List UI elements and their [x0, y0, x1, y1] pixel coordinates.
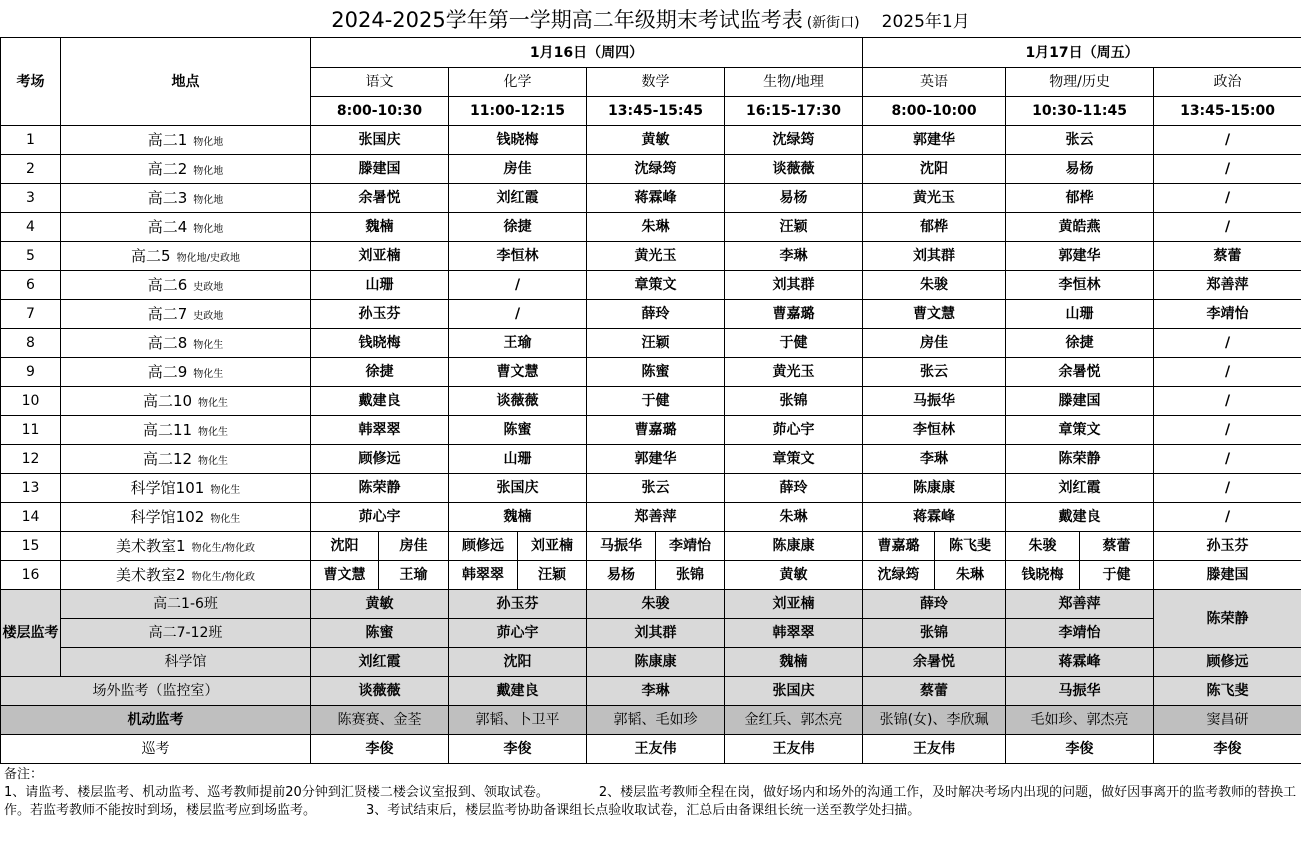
proctor-cell: 顾修远: [311, 445, 449, 474]
proctor-cell: 张锦: [863, 619, 1006, 648]
proctor-cell: 李琳: [863, 445, 1006, 474]
proctor-cell: 黄敏: [725, 561, 863, 590]
room-number: 15: [1, 532, 61, 561]
room-name: 科学馆102: [130, 507, 205, 526]
proctor-cell: 谈薇薇: [311, 677, 449, 706]
proctor-cell: 曹嘉璐: [587, 416, 725, 445]
proctor-cell: 马振华: [587, 532, 656, 561]
room-name: 高二9: [147, 362, 188, 381]
patrol-label: 巡考: [1, 735, 311, 764]
proctor-cell: 茆心宇: [725, 416, 863, 445]
proctor-cell: 于健: [725, 329, 863, 358]
mobile-row: [1, 706, 1301, 735]
table-row: [1, 503, 1301, 532]
proctor-cell: 蔡蕾: [1154, 242, 1301, 271]
floor-area: 高二7-12班: [61, 619, 311, 648]
proctor-cell: 戴建良: [449, 677, 587, 706]
proctor-cell: 魏楠: [449, 503, 587, 532]
room-subject-combo: 物化地: [193, 223, 224, 235]
room-number: 10: [1, 387, 61, 416]
proctor-cell: 朱琳: [935, 561, 1006, 590]
proctor-cell: 韩翠翠: [725, 619, 863, 648]
table-row: [1, 300, 1301, 329]
subject-header: 化学: [449, 68, 587, 97]
proctor-cell: 黄敏: [311, 590, 449, 619]
room-name: 高二11: [142, 420, 193, 439]
proctor-cell: 郁桦: [863, 213, 1006, 242]
proctor-cell: 曹嘉璐: [863, 532, 935, 561]
table-row: [1, 242, 1301, 271]
proctor-cell: 陈康康: [725, 532, 863, 561]
table-row: [1, 416, 1301, 445]
floor-label: 楼层监考: [1, 590, 61, 677]
proctor-cell: 山珊: [449, 445, 587, 474]
room-name: 美术教室2: [116, 565, 186, 584]
proctor-cell: 张国庆: [311, 126, 449, 155]
proctor-cell: 沈绿筠: [725, 126, 863, 155]
proctor-cell: 余暑悦: [1006, 358, 1154, 387]
proctor-cell: 张国庆: [725, 677, 863, 706]
patrol-row: [1, 735, 1301, 764]
time-header: 13:45-15:45: [587, 97, 725, 126]
room-name: 高二12: [142, 449, 193, 468]
outside-label: 场外监考（监控室）: [1, 677, 311, 706]
proctor-cell: 韩翠翠: [449, 561, 518, 590]
proctor-cell: 陈蜜: [311, 619, 449, 648]
proctor-cell: 汪颖: [587, 329, 725, 358]
day1-header: 1月16日（周四）: [311, 38, 863, 68]
proctor-cell: 张国庆: [449, 474, 587, 503]
room-number: 6: [1, 271, 61, 300]
room-name: 高二5: [131, 246, 171, 265]
proctor-cell: 余暑悦: [863, 648, 1006, 677]
proctor-table: [0, 37, 1301, 764]
proctor-cell: 张云: [863, 358, 1006, 387]
proctor-cell: 徐捷: [449, 213, 587, 242]
proctor-cell: 山珊: [1006, 300, 1154, 329]
proctor-cell: 刘其群: [725, 271, 863, 300]
proctor-cell: 沈阳: [449, 648, 587, 677]
room-name: 高二8: [147, 333, 188, 352]
proctor-cell: 李俊: [449, 735, 587, 764]
proctor-cell: 李恒林: [863, 416, 1006, 445]
time-header: 16:15-17:30: [725, 97, 863, 126]
proctor-cell: 曹文慧: [311, 561, 379, 590]
proctor-cell: 汪颖: [518, 561, 587, 590]
proctor-cell: 李靖怡: [1154, 300, 1301, 329]
proctor-cell: 曹文慧: [863, 300, 1006, 329]
proctor-cell: 朱琳: [587, 213, 725, 242]
proctor-cell: 陈荣静: [1154, 590, 1301, 648]
room-subject-combo: 物化生: [198, 426, 229, 438]
title-main: 2024-2025学年第一学期高二年级期末考试监考表: [331, 8, 803, 32]
room-subject-combo: 物化生/物化政: [191, 571, 255, 583]
note-3: 3、考试结束后，楼层监考协助备课组长点验收取试卷，汇总后由备课组长统一送至教学处扫描。: [366, 803, 921, 818]
room-name: 高二3: [147, 188, 188, 207]
notes-body: [4, 784, 1297, 820]
proctor-cell: 金红兵、郭杰亮: [725, 706, 863, 735]
proctor-cell: 王友伟: [725, 735, 863, 764]
room-place: [61, 126, 311, 155]
room-place: [61, 329, 311, 358]
proctor-cell: 沈阳: [863, 155, 1006, 184]
room-subject-combo: 物化生: [198, 455, 229, 467]
room-name: 高二2: [147, 159, 188, 178]
floor-row: [1, 619, 1301, 648]
room-number: 1: [1, 126, 61, 155]
time-header: 8:00-10:30: [311, 97, 449, 126]
room-number: 14: [1, 503, 61, 532]
proctor-cell: 房佳: [449, 155, 587, 184]
time-header: 13:45-15:00: [1154, 97, 1301, 126]
proctor-cell: 谈薇薇: [449, 387, 587, 416]
proctor-cell: 沈绿筠: [863, 561, 935, 590]
subject-header: 政治: [1154, 68, 1301, 97]
room-subject-combo: 物化地/史政地: [176, 252, 240, 264]
floor-area: 高二1-6班: [61, 590, 311, 619]
notes-title: 备注：: [4, 767, 44, 782]
proctor-cell: 顾修远: [1154, 648, 1301, 677]
proctor-cell: 郭韬、卜卫平: [449, 706, 587, 735]
proctor-cell: 张云: [587, 474, 725, 503]
proctor-cell: 黄光玉: [863, 184, 1006, 213]
proctor-cell: 郭韬、毛如珍: [587, 706, 725, 735]
proctor-cell: 李琳: [725, 242, 863, 271]
subject-header: 数学: [587, 68, 725, 97]
proctor-cell: /: [449, 271, 587, 300]
room-place: [61, 445, 311, 474]
room-name: 高二7: [147, 304, 188, 323]
proctor-cell: 章策文: [587, 271, 725, 300]
table-row: [1, 329, 1301, 358]
table-row: [1, 561, 1301, 590]
proctor-cell: 王瑜: [449, 329, 587, 358]
subject-header: 语文: [311, 68, 449, 97]
room-place: [61, 184, 311, 213]
proctor-cell: 茆心宇: [449, 619, 587, 648]
room-place: [61, 561, 311, 590]
proctor-cell: /: [1154, 474, 1301, 503]
room-subject-combo: 物化生/物化政: [191, 542, 255, 554]
proctor-cell: 易杨: [587, 561, 656, 590]
room-number: 13: [1, 474, 61, 503]
room-subject-combo: 史政地: [193, 310, 224, 322]
room-name: 高二10: [142, 391, 193, 410]
room-subject-combo: 物化生: [210, 484, 241, 496]
table-row: [1, 474, 1301, 503]
proctor-cell: 沈阳: [311, 532, 379, 561]
room-number: 4: [1, 213, 61, 242]
proctor-cell: 陈蜜: [587, 358, 725, 387]
proctor-cell: 刘亚楠: [518, 532, 587, 561]
proctor-cell: /: [1154, 416, 1301, 445]
proctor-cell: 张锦: [656, 561, 725, 590]
proctor-cell: 陈飞斐: [935, 532, 1006, 561]
room-number: 9: [1, 358, 61, 387]
proctor-cell: 余暑悦: [311, 184, 449, 213]
table-row: [1, 126, 1301, 155]
mobile-label: 机动监考: [1, 706, 311, 735]
title-date: 2025年1月: [881, 12, 970, 32]
time-header: 11:00-12:15: [449, 97, 587, 126]
col-header-place: 地点: [61, 38, 311, 126]
notes: [4, 766, 1297, 820]
proctor-cell: /: [1154, 358, 1301, 387]
proctor-cell: 刘红霞: [311, 648, 449, 677]
note-1: 1、请监考、楼层监考、机动监考、巡考教师提前20分钟到汇贤楼二楼会议室报到、领取试卷。: [4, 785, 549, 800]
room-name: 高二6: [147, 275, 188, 294]
proctor-cell: 房佳: [379, 532, 449, 561]
proctor-cell: 钱晓梅: [1006, 561, 1080, 590]
proctor-cell: 马振华: [1006, 677, 1154, 706]
proctor-cell: 薛玲: [725, 474, 863, 503]
room-place: [61, 271, 311, 300]
proctor-cell: /: [1154, 213, 1301, 242]
proctor-cell: 孙玉芬: [311, 300, 449, 329]
proctor-cell: 郁桦: [1006, 184, 1154, 213]
proctor-cell: 张云: [1006, 126, 1154, 155]
proctor-cell: 钱晓梅: [449, 126, 587, 155]
proctor-cell: 李恒林: [1006, 271, 1154, 300]
table-row: [1, 184, 1301, 213]
proctor-cell: 于健: [587, 387, 725, 416]
floor-row: [1, 590, 1301, 619]
col-header-room: 考场: [1, 38, 61, 126]
proctor-cell: 陈康康: [587, 648, 725, 677]
header-row-dates: [1, 38, 1301, 68]
proctor-cell: 张锦: [725, 387, 863, 416]
room-subject-combo: 史政地: [193, 281, 224, 293]
proctor-cell: 李俊: [311, 735, 449, 764]
room-number: 16: [1, 561, 61, 590]
proctor-cell: /: [1154, 329, 1301, 358]
room-name: 科学馆101: [130, 478, 205, 497]
proctor-cell: 魏楠: [725, 648, 863, 677]
proctor-cell: 郑善萍: [1006, 590, 1154, 619]
proctor-cell: /: [1154, 387, 1301, 416]
room-place: [61, 300, 311, 329]
proctor-cell: 戴建良: [311, 387, 449, 416]
proctor-cell: 孙玉芬: [1154, 532, 1301, 561]
proctor-cell: 郭建华: [587, 445, 725, 474]
time-header: 10:30-11:45: [1006, 97, 1154, 126]
proctor-cell: 郑善萍: [1154, 271, 1301, 300]
proctor-cell: 郭建华: [1006, 242, 1154, 271]
proctor-cell: 陈飞斐: [1154, 677, 1301, 706]
room-place: [61, 155, 311, 184]
room-place: [61, 213, 311, 242]
proctor-cell: 郭建华: [863, 126, 1006, 155]
proctor-cell: 陈康康: [863, 474, 1006, 503]
proctor-cell: 王友伟: [587, 735, 725, 764]
proctor-cell: /: [449, 300, 587, 329]
proctor-cell: 滕建国: [311, 155, 449, 184]
room-place: [61, 532, 311, 561]
day2-header: 1月17日（周五）: [863, 38, 1301, 68]
proctor-cell: 顾修远: [449, 532, 518, 561]
time-header: 8:00-10:00: [863, 97, 1006, 126]
room-subject-combo: 物化地: [193, 136, 224, 148]
title-campus: (新街口): [806, 15, 860, 31]
proctor-cell: 韩翠翠: [311, 416, 449, 445]
proctor-cell: 易杨: [725, 184, 863, 213]
proctor-cell: 刘红霞: [449, 184, 587, 213]
proctor-cell: 孙玉芬: [449, 590, 587, 619]
proctor-cell: 朱骏: [1006, 532, 1080, 561]
proctor-cell: 蒋霖峰: [863, 503, 1006, 532]
proctor-cell: 李靖怡: [656, 532, 725, 561]
room-name: 高二1: [147, 130, 188, 149]
proctor-cell: 易杨: [1006, 155, 1154, 184]
subject-header: 物理/历史: [1006, 68, 1154, 97]
room-place: [61, 242, 311, 271]
proctor-cell: 黄皓燕: [1006, 213, 1154, 242]
proctor-cell: 刘红霞: [1006, 474, 1154, 503]
table-row: [1, 358, 1301, 387]
proctor-cell: 黄光玉: [725, 358, 863, 387]
room-number: 11: [1, 416, 61, 445]
proctor-cell: 刘其群: [587, 619, 725, 648]
table-row: [1, 532, 1301, 561]
page-title: [0, 4, 1301, 36]
room-place: [61, 358, 311, 387]
proctor-cell: /: [1154, 184, 1301, 213]
proctor-cell: 陈赛赛、金荃: [311, 706, 449, 735]
proctor-cell: 郑善萍: [587, 503, 725, 532]
proctor-cell: 蒋霖峰: [587, 184, 725, 213]
proctor-cell: 刘亚楠: [725, 590, 863, 619]
room-number: 2: [1, 155, 61, 184]
room-subject-combo: 物化生: [198, 397, 229, 409]
proctor-cell: 滕建国: [1154, 561, 1301, 590]
room-number: 8: [1, 329, 61, 358]
table-row: [1, 271, 1301, 300]
proctor-cell: 徐捷: [311, 358, 449, 387]
room-name: 美术教室1: [116, 536, 186, 555]
room-subject-combo: 物化地: [193, 165, 224, 177]
proctor-cell: 朱琳: [725, 503, 863, 532]
proctor-cell: 李俊: [1154, 735, 1301, 764]
proctor-cell: 曹嘉璐: [725, 300, 863, 329]
proctor-cell: 房佳: [863, 329, 1006, 358]
proctor-cell: 魏楠: [311, 213, 449, 242]
proctor-cell: 黄敏: [587, 126, 725, 155]
room-subject-combo: 物化地: [193, 194, 224, 206]
floor-row: [1, 648, 1301, 677]
note-2: 2、楼层监考教师全程在岗，做好场内和场外的沟通工作，及时解决考场内出现的问题，做好因事离开的监考教师的替换工作。若监考教师不能按时到场，楼层监考应到场监考。: [4, 785, 1297, 818]
table-row: [1, 445, 1301, 474]
room-subject-combo: 物化生: [193, 339, 224, 351]
proctor-cell: 沈绿筠: [587, 155, 725, 184]
proctor-cell: 徐捷: [1006, 329, 1154, 358]
proctor-cell: 朱骏: [587, 590, 725, 619]
proctor-cell: 毛如珍、郭杰亮: [1006, 706, 1154, 735]
proctor-cell: 李恒林: [449, 242, 587, 271]
proctor-cell: 谈薇薇: [725, 155, 863, 184]
proctor-cell: /: [1154, 126, 1301, 155]
proctor-cell: 王瑜: [379, 561, 449, 590]
proctor-cell: 戴建良: [1006, 503, 1154, 532]
table-row: [1, 387, 1301, 416]
proctor-cell: /: [1154, 155, 1301, 184]
proctor-cell: 薛玲: [863, 590, 1006, 619]
proctor-cell: /: [1154, 445, 1301, 474]
proctor-cell: 曹文慧: [449, 358, 587, 387]
proctor-cell: 窦昌研: [1154, 706, 1301, 735]
proctor-cell: 钱晓梅: [311, 329, 449, 358]
proctor-cell: 蒋霖峰: [1006, 648, 1154, 677]
proctor-cell: 蔡蕾: [863, 677, 1006, 706]
proctor-cell: 章策文: [1006, 416, 1154, 445]
room-place: [61, 387, 311, 416]
room-subject-combo: 物化生: [193, 368, 224, 380]
room-subject-combo: 物化生: [210, 513, 241, 525]
subject-header: 生物/地理: [725, 68, 863, 97]
proctor-cell: 汪颖: [725, 213, 863, 242]
proctor-cell: /: [1154, 503, 1301, 532]
proctor-cell: 李琳: [587, 677, 725, 706]
proctor-cell: 李俊: [1006, 735, 1154, 764]
proctor-cell: 滕建国: [1006, 387, 1154, 416]
room-name: 高二4: [147, 217, 188, 236]
proctor-cell: 陈荣静: [311, 474, 449, 503]
room-number: 7: [1, 300, 61, 329]
proctor-cell: 刘其群: [863, 242, 1006, 271]
proctor-cell: 王友伟: [863, 735, 1006, 764]
proctor-cell: 马振华: [863, 387, 1006, 416]
room-place: [61, 503, 311, 532]
room-place: [61, 416, 311, 445]
floor-area: 科学馆: [61, 648, 311, 677]
table-row: [1, 213, 1301, 242]
proctor-cell: 山珊: [311, 271, 449, 300]
subject-header: 英语: [863, 68, 1006, 97]
proctor-cell: 陈荣静: [1006, 445, 1154, 474]
room-number: 3: [1, 184, 61, 213]
proctor-cell: 张锦(女)、李欣珮: [863, 706, 1006, 735]
proctor-cell: 蔡蕾: [1080, 532, 1154, 561]
table-row: [1, 155, 1301, 184]
proctor-cell: 李靖怡: [1006, 619, 1154, 648]
proctor-cell: 黄光玉: [587, 242, 725, 271]
room-number: 12: [1, 445, 61, 474]
proctor-cell: 朱骏: [863, 271, 1006, 300]
proctor-cell: 薛玲: [587, 300, 725, 329]
proctor-cell: 茆心宇: [311, 503, 449, 532]
outside-row: [1, 677, 1301, 706]
room-place: [61, 474, 311, 503]
proctor-cell: 陈蜜: [449, 416, 587, 445]
room-number: 5: [1, 242, 61, 271]
proctor-cell: 于健: [1080, 561, 1154, 590]
proctor-cell: 刘亚楠: [311, 242, 449, 271]
proctor-cell: 章策文: [725, 445, 863, 474]
